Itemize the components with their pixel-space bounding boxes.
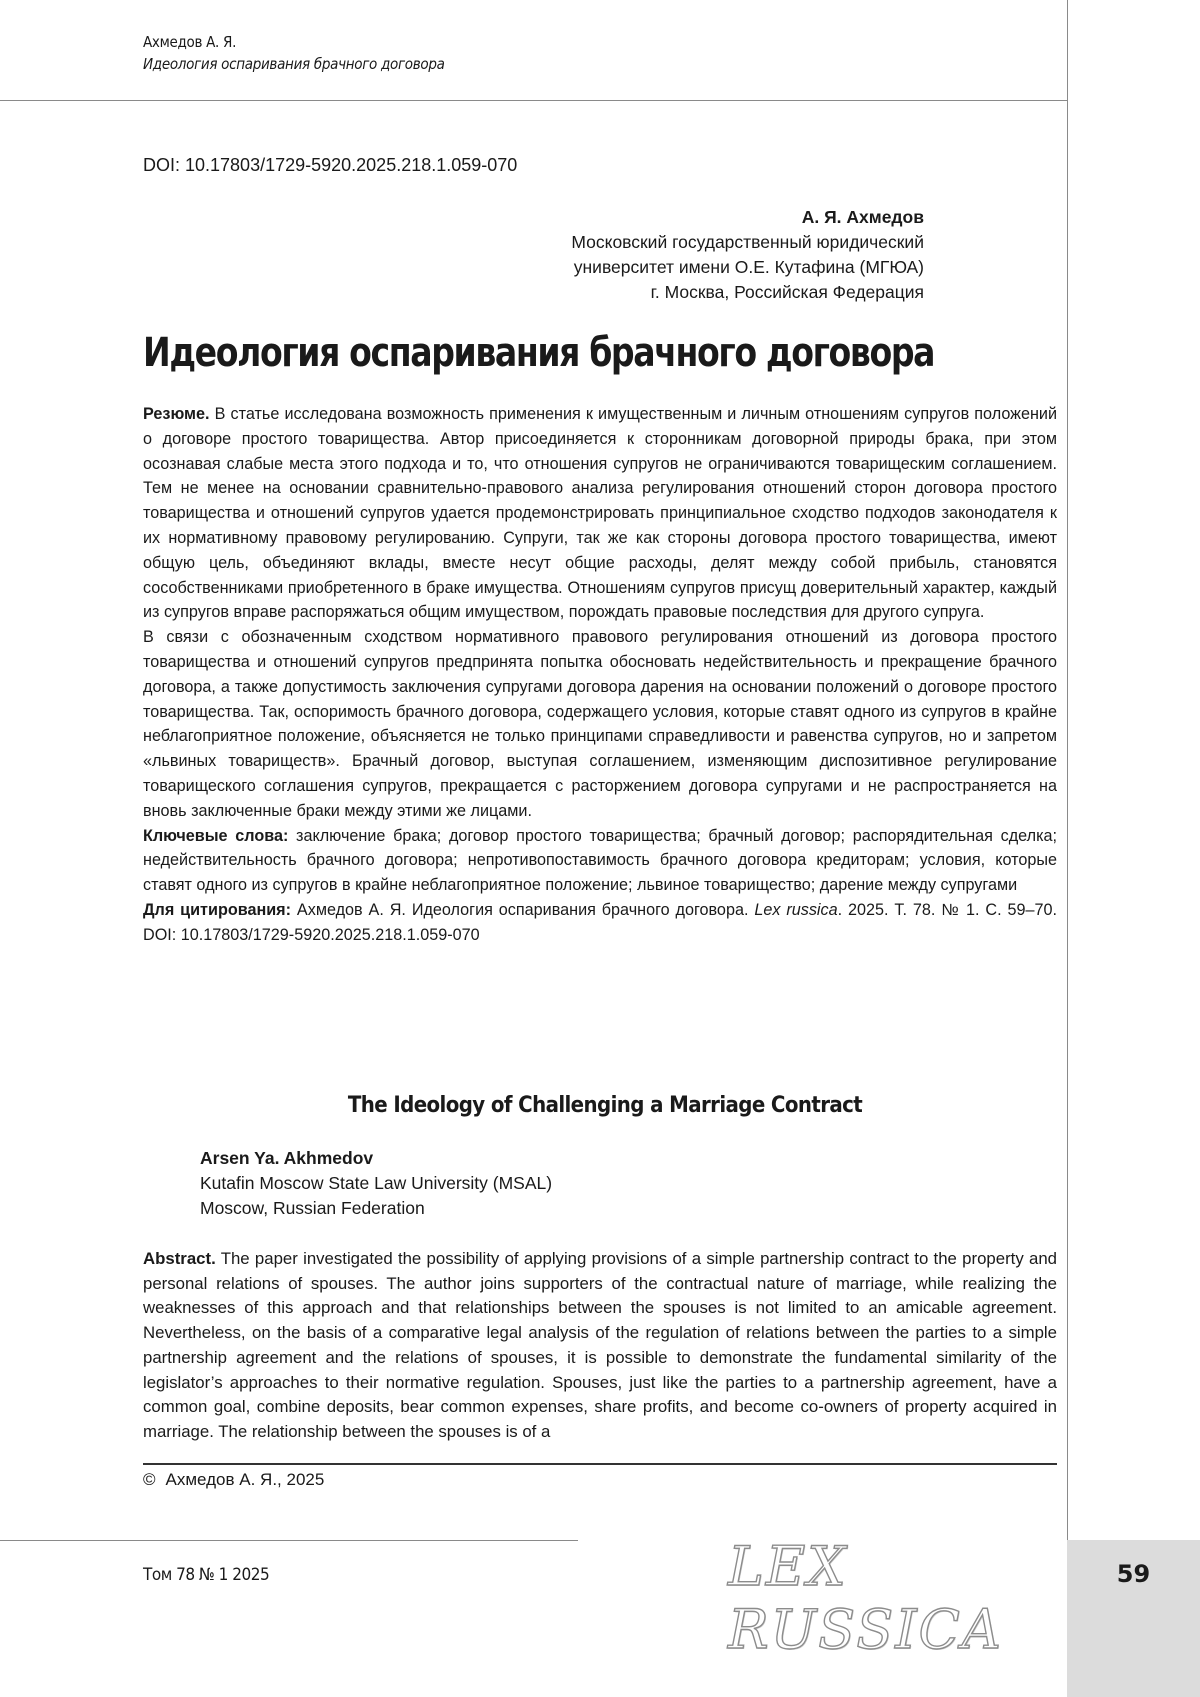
issue-info: Том 78 № 1 2025 [143,1565,269,1585]
citation-text-pre: Ахмедов А. Я. Идеология оспаривания брачного договора. [291,901,754,919]
copyright-icon: © [143,1470,156,1489]
margin-divider [1067,0,1068,1540]
author-name-en: Arsen Ya. Akhmedov [200,1146,552,1171]
abstract-en-text: The paper investigated the possibility of applying provisions of a simple partnership contract to the property and personal relations of spouses. The author joins supporters of the contractual nature of marriage, while realizing the weaknesses of this approach and that relationships between the spouses is not limited to an amicable agreement. Nevertheless, on the basis of a comparative legal analysis of the regulation of relations between the parties to a simple partnership agreement and the relations of spouses, it is possible to demonstrate the fundamental similarity of the legislator’s approaches to their normative regulation. Spouses, just like the parties to a partnership agreement, have a common goal, combine deposits, bear common expenses, share profits, and become co-owners of property acquired in marriage. The relationship between the spouses is of a [143,1249,1057,1441]
citation [143,898,1057,948]
footnote-divider [143,1463,1057,1465]
abstract-en [143,1247,1057,1445]
running-header [143,33,445,73]
affiliation-line-2: университет имени О.Е. Кутафина (МГЮА) [464,255,924,280]
abstract-en-label: Abstract. [143,1249,216,1268]
article-title-ru: Идеология оспаривания брачного договора [143,330,934,376]
affiliation-city-en: Moscow, Russian Federation [200,1196,552,1221]
citation-text-post: . 2025. Т. 78. № 1. С. 59–70. DOI: 10.17803/1729-5920.2025.218.1.059-070 [143,901,1057,944]
footer-divider [0,1540,578,1541]
abstract-ru-label: Резюме. [143,405,210,423]
journal-page [0,0,1067,1697]
header-divider [0,100,1067,101]
journal-logo: LEX RUSSICA [728,1535,1067,1661]
running-header-title: Идеология оспаривания брачного договора [143,55,445,73]
affiliation-city-ru: г. Москва, Российская Федерация [464,280,924,305]
keywords-label: Ключевые слова: [143,827,288,845]
abstract-ru [143,402,1057,948]
author-affiliation-ru [464,205,924,305]
keywords-text: заключение брака; договор простого товарищества; брачный договор; распорядительная сделка; недействительность брачного договора; непротивопоставимость брачного договора кредиторам; условия, которые ставят одного из супругов в крайне неблагоприятное положение; львиное товарищество; дарение между супругами [143,827,1057,895]
citation-label: Для цитирования: [143,901,291,919]
abstract-ru-text-1: В статье исследована возможность применения к имущественным и личным отношениям супругов положений о договоре простого товарищества. Автор присоединяется к сторонникам договорной природы брака, при этом осознавая слабые места этого подхода и то, что отношения супругов не ограничиваются товарищеским соглашением. Тем не менее на основании сравнительно-правового анализа регулирования отношений сторон договора простого товарищества и отношений супругов удается продемонстрировать принципиальное сходство подходов законодателя к их нормативному правовому регулированию. Супруги, так же как стороны договора простого товарищества, имеют общую цель, объединяют вклады, вместе несут общие расходы, делят между собой прибыль, становятся сособственниками приобретенного в браке имущества. Отношениям супругов присущ доверительный характер, каждый из супругов вправе распоряжаться общим имуществом, порождать правовые последствия для другого супруга. [143,405,1057,621]
running-header-author: Ахмедов А. Я. [143,33,445,51]
copyright-notice [143,1470,324,1490]
page-number: 59 [1067,1560,1200,1588]
abstract-ru-paragraph-1 [143,402,1057,625]
doi: DOI: 10.17803/1729-5920.2025.218.1.059-070 [143,155,517,176]
affiliation-line-1: Московский государственный юридический [464,230,924,255]
copyright-text: Ахмедов А. Я., 2025 [166,1470,325,1489]
author-name-ru: А. Я. Ахмедов [464,205,924,230]
author-affiliation-en [200,1146,552,1221]
abstract-ru-paragraph-2: В связи с обозначенным сходством нормативного правового регулирования отношений из договора простого товарищества и отношений супругов предпринята попытка обосновать недействительность и прекращение брачного договора, а также допустимость заключения супругами договора дарения на основании положений о договоре простого товарищества. Так, оспоримость брачного договора, содержащего условия, которые ставят одного из супругов в крайне неблагоприятное положение, объясняется не только принципами справедливости и равенства супругов, но и запретом «львиных товариществ». Брачный договор, выступая соглашением, изменяющим диспозитивное регулирование товарищеского соглашения супругов, прекращается с расторжением договора супругами и не распространяется на вновь заключенные браки между этими же лицами. [143,625,1057,823]
affiliation-org-en: Kutafin Moscow State Law University (MSAL) [200,1171,552,1196]
citation-journal: Lex russica [754,901,837,919]
article-title-en: The Ideology of Challenging a Marriage Contract [143,1093,1067,1118]
keywords-ru [143,824,1057,898]
abstract-en-paragraph [143,1247,1057,1445]
